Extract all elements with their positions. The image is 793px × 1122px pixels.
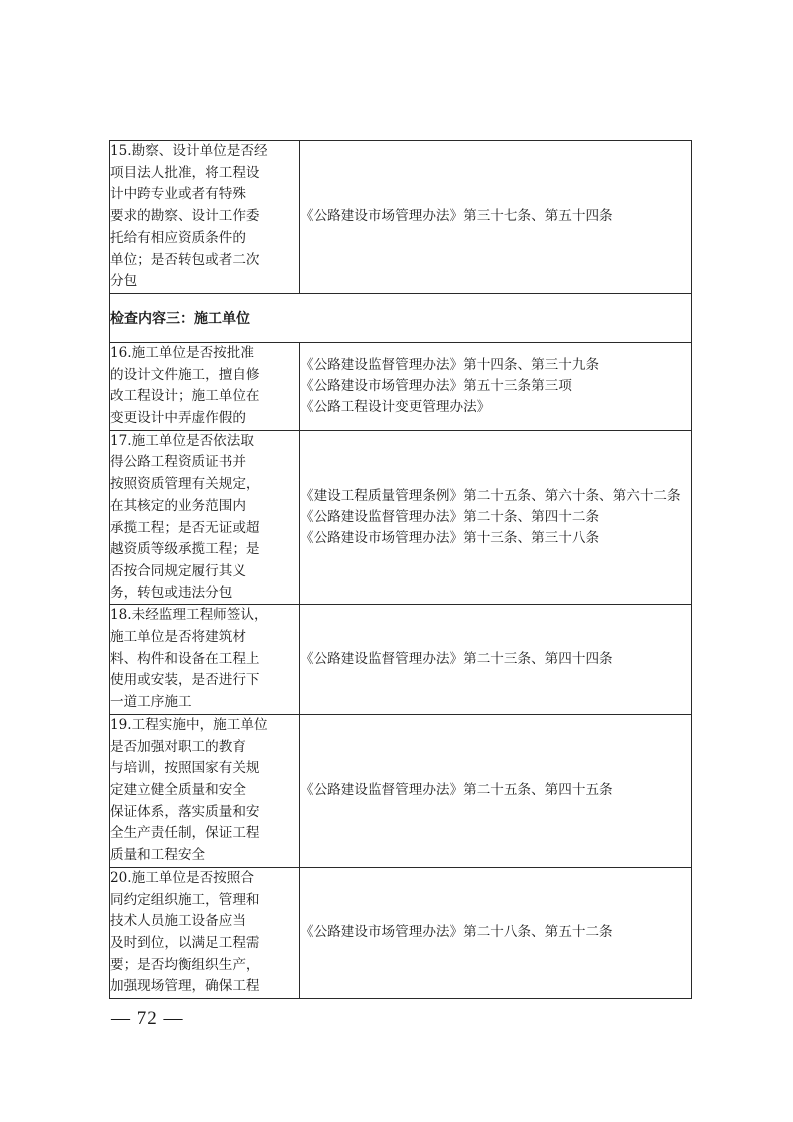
check-item-line: 一道工序施工 (110, 694, 192, 711)
check-item-line: 加强现场管理，确保工程 (110, 978, 260, 995)
section-header-body (110, 293, 692, 342)
check-item-line: 要求的勘察、设计工作委 (110, 208, 260, 225)
table-row (110, 714, 692, 867)
check-item-line: 施工单位是否将建筑材 (110, 629, 246, 646)
check-item-line: 承揽工程；是否无证或超 (110, 519, 260, 536)
page-number: — 72 — (111, 1008, 184, 1029)
table-row (110, 342, 692, 430)
check-item-line: 质量和工程安全 (110, 847, 206, 864)
check-item-line: 16.施工单位是否按批准 (110, 344, 254, 361)
section-header-row (110, 293, 692, 342)
legal-basis-line: 《建设工程质量管理条例》第二十五条、第六十条、第六十二条 (300, 488, 681, 505)
check-item-cell (110, 714, 300, 867)
table-row (110, 867, 692, 998)
check-item-line: 得公路工程资质证书并 (110, 454, 246, 471)
check-item-line: 20.施工单位是否按照合 (110, 869, 254, 886)
check-item-line: 同约定组织施工，管理和 (110, 891, 260, 908)
legal-basis-cell (300, 605, 692, 715)
check-item-line: 与培训，按照国家有关规 (110, 760, 260, 777)
check-item-line: 按照资质管理有关规定， (110, 476, 260, 493)
table-row (110, 430, 692, 605)
check-item-line: 料、构件和设备在工程上 (110, 650, 260, 667)
legal-basis-cell (300, 342, 692, 430)
check-item-line: 定建立健全质量和安全 (110, 781, 246, 798)
check-item-line: 保证体系，落实质量和安 (110, 803, 260, 820)
check-item-line: 托给有相应资质条件的 (110, 229, 246, 246)
check-item-line: 是否加强对职工的教育 (110, 738, 246, 755)
check-item-line: 单位；是否转包或者二次 (110, 251, 260, 268)
legal-basis-line: 《公路建设监督管理办法》第二十五条、第四十五条 (300, 782, 613, 799)
table-row (110, 605, 692, 715)
check-item-line: 要；是否均衡组织生产， (110, 956, 260, 973)
check-item-line: 在其核定的业务范围内 (110, 497, 246, 514)
table-row (110, 141, 692, 294)
legal-basis-line: 《公路建设市场管理办法》第十三条、第三十八条 (300, 530, 600, 547)
check-item-line: 项目法人批准，将工程设 (110, 164, 260, 181)
section-header: 检查内容三：施工单位 (110, 293, 692, 342)
check-item-line: 分包 (110, 273, 138, 290)
check-item-line: 技术人员施工设备应当 (110, 913, 246, 930)
check-item-cell (110, 605, 300, 715)
check-item-line: 15.勘察、设计单位是否经 (110, 143, 268, 159)
legal-basis-line: 《公路建设监督管理办法》第二十条、第四十二条 (300, 509, 600, 526)
check-item-line: 务，转包或违法分包 (110, 584, 233, 601)
check-item-line: 否按合同规定履行其义 (110, 562, 246, 579)
check-item-line: 越资质等级承揽工程；是 (110, 541, 260, 558)
check-item-line: 计中跨专业或者有特殊 (110, 186, 246, 203)
check-item-cell (110, 430, 300, 605)
check-item-cell (110, 342, 300, 430)
legal-basis-cell (300, 714, 692, 867)
legal-basis-cell (300, 867, 692, 998)
check-item-cell (110, 141, 300, 294)
check-item-line: 改工程设计；施工单位在 (110, 388, 260, 405)
check-item-cell (110, 867, 300, 998)
check-item-line: 全生产责任制，保证工程 (110, 825, 260, 842)
legal-basis-line: 《公路建设市场管理办法》第二十八条、第五十二条 (300, 924, 613, 941)
legal-basis-cell (300, 430, 692, 605)
check-item-line: 的设计文件施工，擅自修 (110, 366, 260, 383)
table-body-part2 (110, 342, 692, 998)
legal-basis-line: 《公路工程设计变更管理办法》 (300, 398, 491, 415)
check-item-line: 17.施工单位是否依法取 (110, 432, 254, 449)
legal-basis-line: 《公路建设监督管理办法》第二十三条、第四十四条 (300, 651, 613, 668)
legal-basis-cell (300, 141, 692, 294)
regulation-table (109, 140, 692, 999)
legal-basis-line: 《公路建设市场管理办法》第三十七条、第五十四条 (300, 208, 613, 225)
check-item-line: 变更设计中弄虚作假的 (110, 410, 246, 427)
table-body-part1 (110, 141, 692, 294)
check-item-line: 19.工程实施中，施工单位 (110, 716, 268, 733)
legal-basis-line: 《公路建设市场管理办法》第五十三条第三项 (300, 377, 572, 394)
legal-basis-line: 《公路建设监督管理办法》第十四条、第三十九条 (300, 356, 600, 373)
check-item-line: 使用或安装，是否进行下 (110, 672, 260, 689)
check-item-line: 及时到位，以满足工程需 (110, 934, 260, 951)
check-item-line: 18.未经监理工程师签认， (110, 607, 268, 624)
